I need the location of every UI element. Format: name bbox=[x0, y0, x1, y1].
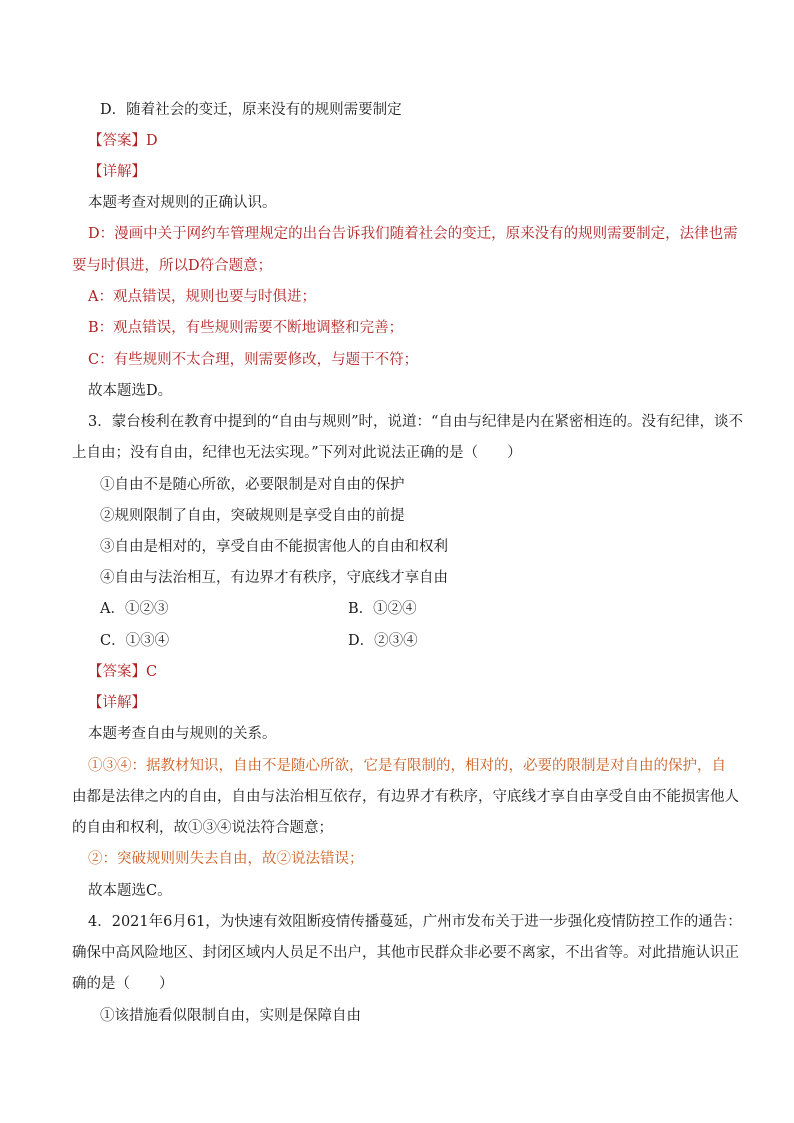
explanation-text: ②：突破规则则失去自由，故②说法错误； bbox=[88, 851, 364, 867]
option-c: C．①③④ bbox=[100, 633, 170, 649]
option-b: B．①②④ bbox=[348, 601, 417, 617]
explanation-text: 由都是法律之内的自由，自由与法治相互依存，有边界才有秩序，守底线才享自由享受自由不能损害他人 bbox=[72, 789, 739, 805]
explanation-text: D：漫画中关于网约车管理规定的出台告诉我们随着社会的变迁，原来没有的规则需要制定，法律也需 bbox=[88, 226, 738, 242]
explanation-text: 本题考查自由与规则的关系。 bbox=[88, 726, 277, 742]
question-3-stem: 上自由；没有自由，纪律也无法实现。”下列对此说法正确的是（ ） bbox=[72, 445, 522, 461]
option-d: D．随着社会的变迁，原来没有的规则需要制定 bbox=[100, 102, 402, 118]
statement-1: ①该措施看似限制自由，实则是保障自由 bbox=[100, 1008, 361, 1024]
question-4-stem: 确的是（ ） bbox=[72, 976, 174, 992]
option-d: D．②③④ bbox=[348, 633, 418, 649]
statement-2: ②规则限制了自由，突破规则是享受自由的前提 bbox=[100, 508, 405, 524]
explanation-label: 【详解】 bbox=[88, 695, 146, 711]
explanation-label: 【详解】 bbox=[88, 164, 146, 180]
explanation-text: A：观点错误，规则也要与时俱进； bbox=[88, 289, 316, 305]
explanation-text: C：有些规则不太合理，则需要修改，与题干不符； bbox=[88, 352, 419, 368]
explanation-text: ①③④：据教材知识，自由不是随心所欲，它是有限制的，相对的，必要的限制是对自由的保护，自 bbox=[88, 758, 726, 774]
statement-3: ③自由是相对的，享受自由不能损害他人的自由和权利 bbox=[100, 539, 448, 555]
explanation-text: 的自由和权利，故①③④说法符合题意； bbox=[72, 820, 333, 836]
conclusion-text: 故本题选D。 bbox=[88, 383, 173, 399]
statement-4: ④自由与法治相互，有边界才有秩序，守底线才享自由 bbox=[100, 570, 448, 586]
explanation-text: B：观点错误，有些规则需要不断地调整和完善； bbox=[88, 320, 404, 336]
answer-label: 【答案】D bbox=[88, 133, 158, 149]
question-4-stem: 确保中高风险地区、封闭区域内人员足不出户，其他市民群众非必要不离家，不出省等。对此措施认识正 bbox=[72, 945, 739, 961]
option-a: A．①②③ bbox=[100, 601, 169, 617]
explanation-text: 要与时俱进，所以D符合题意； bbox=[72, 258, 273, 274]
statement-1: ①自由不是随心所欲，必要限制是对自由的保护 bbox=[100, 477, 405, 493]
question-4-stem: 4．2021年6月61，为快速有效阻断疫情传播蔓延，广州市发布关于进一步强化疫情防控工作的通告： bbox=[88, 914, 742, 930]
explanation-text: 本题考查对规则的正确认识。 bbox=[88, 195, 277, 211]
conclusion-text: 故本题选C。 bbox=[88, 883, 172, 899]
question-3-stem: 3．蒙台梭利在教育中提到的“自由与规则”时，说道：“自由与纪律是内在紧密相连的。没有纪律，谈不 bbox=[88, 414, 743, 430]
answer-label: 【答案】C bbox=[88, 664, 158, 680]
